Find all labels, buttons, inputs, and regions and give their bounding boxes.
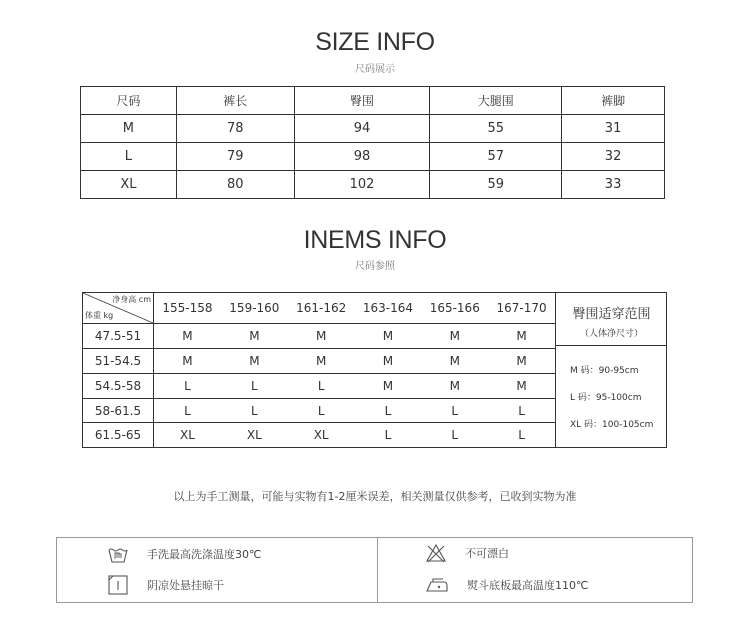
header-hip: 臀围 — [294, 87, 430, 115]
size-cell: L — [221, 398, 288, 423]
cell-length: 78 — [176, 115, 294, 143]
cell-size: M — [81, 115, 177, 143]
hip-range-subtitle: （人体净尺寸） — [579, 329, 643, 339]
size-cell: M — [288, 324, 355, 349]
corner-weight-label: 体重 kg — [85, 311, 114, 320]
height-header: 159-160 — [229, 301, 280, 315]
table-row — [83, 423, 555, 447]
header-size: 尺码 — [81, 87, 177, 115]
weight-cell: 58-61.5 — [83, 398, 154, 423]
hip-range-title: 臀围适穿范围 — [572, 307, 651, 322]
care-item-hand-wash — [107, 544, 261, 564]
size-cell: M — [355, 373, 422, 398]
header-length: 裤长 — [176, 87, 294, 115]
size-cell: M — [154, 348, 221, 373]
cell-hem: 32 — [562, 143, 665, 171]
height-header: 163-164 — [362, 301, 414, 315]
size-cell: M — [488, 324, 555, 349]
care-item-iron — [425, 576, 588, 594]
size-cell: M — [488, 348, 555, 373]
table-row — [83, 373, 555, 398]
cell-size: L — [81, 143, 177, 171]
hip-range-xl: XL 码：100-105cm — [570, 420, 654, 430]
weight-cell: 54.5-58 — [83, 373, 154, 398]
size-info-subtitle: 尺码展示 — [355, 64, 395, 75]
cell-thigh: 59 — [430, 171, 562, 199]
cell-hip: 94 — [294, 115, 430, 143]
care-label: 手洗最高洗涤温度30℃ — [147, 548, 262, 561]
table-row — [81, 143, 665, 171]
size-cell: M — [355, 348, 422, 373]
table-row — [81, 115, 665, 143]
size-cell: L — [288, 373, 355, 398]
divider — [377, 538, 378, 602]
size-cell: L — [154, 398, 221, 423]
size-table-header-row — [81, 87, 665, 115]
size-table — [80, 86, 665, 199]
care-item-shade-dry — [107, 574, 224, 596]
cell-length: 80 — [176, 171, 294, 199]
size-cell: M — [421, 348, 488, 373]
care-label: 不可漂白 — [465, 547, 509, 560]
care-label: 熨斗底板最高温度110℃ — [467, 579, 589, 592]
weight-cell: 47.5-51 — [83, 324, 154, 349]
size-info-title: SIZE INFO — [315, 28, 435, 56]
cell-hem: 33 — [562, 171, 665, 199]
size-cell: M — [288, 348, 355, 373]
cell-hip: 102 — [294, 171, 430, 199]
size-cell: M — [221, 348, 288, 373]
cell-hem: 31 — [562, 115, 665, 143]
size-cell: L — [221, 373, 288, 398]
cell-thigh: 57 — [430, 143, 562, 171]
hip-range-m: M 码：90-95cm — [570, 366, 639, 376]
header-hem: 裤脚 — [562, 87, 665, 115]
care-instructions-panel — [56, 537, 693, 603]
size-cell: M — [355, 324, 422, 349]
size-cell: M — [421, 373, 488, 398]
size-cell: L — [154, 373, 221, 398]
hand-wash-icon — [107, 544, 129, 564]
care-item-no-bleach — [425, 543, 509, 563]
inems-info-subtitle: 尺码参照 — [355, 261, 395, 272]
size-cell: XL — [221, 423, 288, 447]
size-cell: M — [221, 324, 288, 349]
care-label: 阴凉处悬挂晾干 — [147, 579, 224, 592]
hip-range-l: L 码：95-100cm — [570, 393, 642, 403]
size-cell: XL — [288, 423, 355, 447]
size-cell: M — [154, 324, 221, 349]
inems-info-title: INEMS INFO — [303, 226, 447, 254]
size-cell: L — [355, 398, 422, 423]
size-cell: M — [488, 373, 555, 398]
size-reference-table — [82, 292, 667, 448]
hip-range-panel — [555, 293, 666, 447]
height-header-row — [83, 293, 555, 324]
corner-height-label: 净身高 cm — [112, 295, 151, 304]
size-cell: M — [421, 324, 488, 349]
table-row — [83, 324, 555, 349]
height-header: 165-166 — [429, 301, 480, 315]
weight-cell: 61.5-65 — [83, 423, 154, 447]
divider — [556, 345, 666, 346]
table-row — [81, 171, 665, 199]
table-row — [83, 348, 555, 373]
no-bleach-icon — [425, 543, 447, 563]
size-reference-grid — [83, 293, 555, 447]
height-header: 167-170 — [496, 301, 547, 315]
size-cell: L — [288, 398, 355, 423]
height-header: 161-162 — [296, 301, 347, 315]
cell-length: 79 — [176, 143, 294, 171]
size-cell: L — [421, 423, 488, 447]
cell-hip: 98 — [294, 143, 430, 171]
cell-thigh: 55 — [430, 115, 562, 143]
size-cell: L — [488, 398, 555, 423]
corner-cell — [83, 293, 154, 324]
shade-dry-icon — [107, 574, 129, 596]
size-cell: L — [488, 423, 555, 447]
table-row — [83, 398, 555, 423]
header-thigh: 大腿围 — [430, 87, 562, 115]
cell-size: XL — [81, 171, 177, 199]
measurement-note: 以上为手工测量，可能与实物有1-2厘米误差，相关测量仅供参考，已收到实物为准 — [173, 490, 577, 503]
height-header: 155-158 — [162, 301, 213, 315]
iron-icon — [425, 576, 449, 594]
size-cell: L — [355, 423, 422, 447]
size-cell: XL — [154, 423, 221, 447]
weight-cell: 51-54.5 — [83, 348, 154, 373]
size-cell: L — [421, 398, 488, 423]
